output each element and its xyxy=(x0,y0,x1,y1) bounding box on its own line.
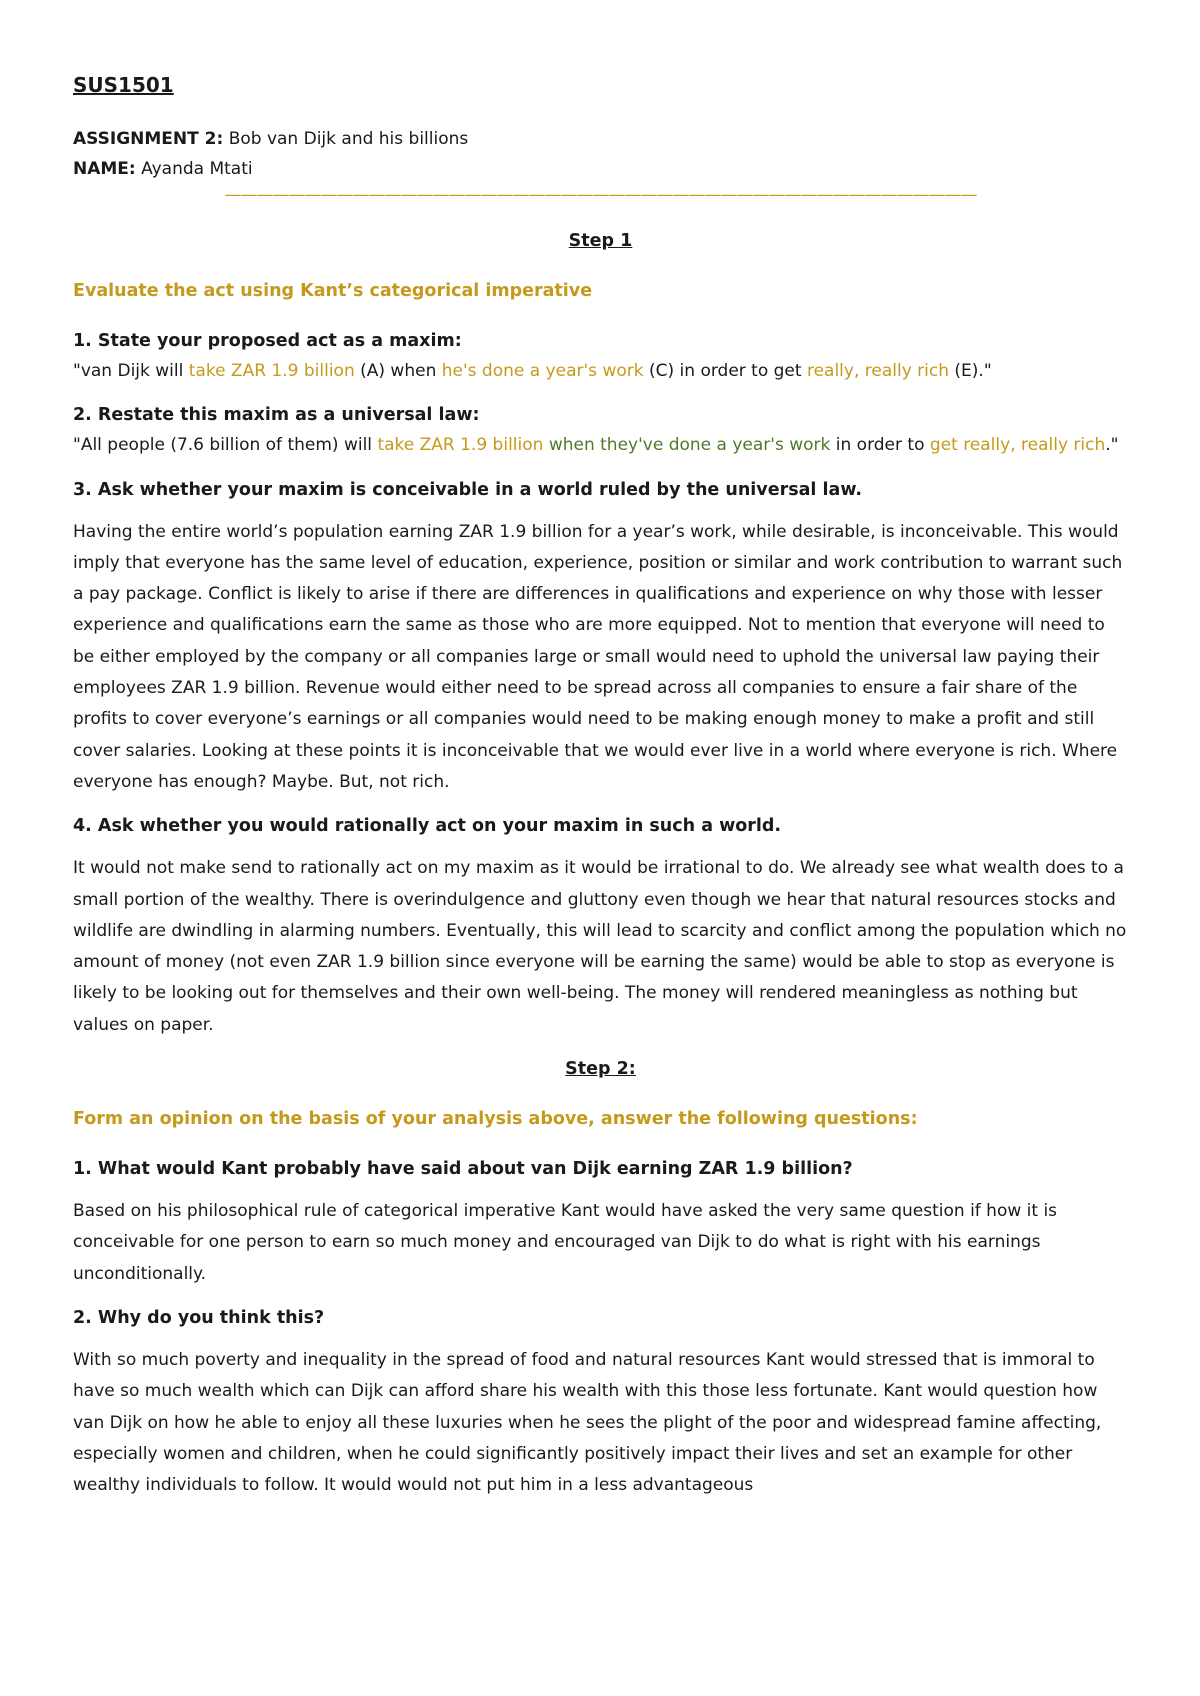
step-1-heading: Step 1 xyxy=(568,231,633,251)
step-2-title: Form an opinion on the basis of your analysis above, answer the following questions: xyxy=(73,1109,918,1130)
maxim-end: really, really rich xyxy=(806,361,950,381)
question-4-rational: 4. Ask whether you would rationally act on your maxim in such a world. xyxy=(73,816,782,837)
maxim-part: (A) when xyxy=(354,361,442,381)
law-condition: when they've done a year's work xyxy=(548,435,831,456)
law-part: "All people (7.6 billion of them) will xyxy=(73,435,378,456)
question-3-conceivable: 3. Ask whether your maxim is conceivable in a world ruled by the universal law. xyxy=(73,479,863,500)
law-end: get really, really rich xyxy=(929,435,1106,456)
step-2-answer-1: Based on his philosophical rule of categorical imperative Kant would have asked the very same question if how it is conceivable for one person to earn so much money and encouraged van Dijk to do what is right with his earnings unconditionally. xyxy=(73,1201,1058,1284)
step-2-heading: Step 2: xyxy=(565,1059,636,1080)
answer-4: It would not make send to rationally act on my maxim as it would be irrational to do. We already see what wealth does to a small portion of the wealthy. There is overindulgence and gluttony even though we hear that natural resources stocks and wildlife are dwindling in alarming numbers. Eventually, this will lead to scarcity and conflict among the population which no amount of money (not even ZAR 1.9 billion since everyone will be earning the same) would be able to stop as everyone is likely to be looking out for themselves and their own well-being. The money will rendered meaningless as nothing but values on paper. xyxy=(73,858,1127,1035)
question-2-universal-law: 2. Restate this maxim as a universal law: xyxy=(73,405,480,426)
universal-law-text xyxy=(73,430,1128,461)
maxim-part: "van Dijk will xyxy=(73,361,189,381)
course-code: SUS1501 xyxy=(73,73,174,97)
step-2-question-2: 2. Why do you think this? xyxy=(73,1307,325,1328)
maxim-part: (E)." xyxy=(949,361,992,381)
answer-3: Having the entire world’s population earning ZAR 1.9 billion for a year’s work, while desirable, is inconceivable. This would imply that everyone has the same level of education, experience, position or similar and work contribution to warrant such a pay package. Conflict is likely to arise if there are differences in qualifications and experience on why those with lesser experience and qualifications earn the same as those who are more equipped. Not to mention that everyone will need to be either employed by the company or all companies large or small would need to uphold the universal law paying their employees ZAR 1.9 billion. Revenue would either need to be spread across all companies to ensure a fair share of the profits to cover everyone’s earnings or all companies would need to be making enough money to make a profit and still cover salaries. Looking at these points it is inconceivable that we would ever live in a world where everyone is rich. Where everyone has enough? Maybe. But, not rich. xyxy=(73,521,1123,792)
maxim-act: take ZAR 1.9 billion xyxy=(188,361,355,381)
maxim-condition: he's done a year's work xyxy=(441,361,644,381)
divider-rule: ——————————————————————————————————————————————— xyxy=(224,185,977,205)
law-act: take ZAR 1.9 billion xyxy=(377,435,544,456)
step-1-title: Evaluate the act using Kant’s categorical imperative xyxy=(73,281,593,301)
name-value: Ayanda Mtati xyxy=(135,159,253,179)
assignment-line xyxy=(73,124,1128,154)
assignment-value: Bob van Dijk and his billions xyxy=(223,129,469,149)
law-part: in order to xyxy=(830,435,930,456)
name-line xyxy=(73,154,1128,184)
question-1-maxim: 1. State your proposed act as a maxim: xyxy=(73,331,462,351)
assignment-label: ASSIGNMENT 2: xyxy=(73,129,224,149)
step-2-answer-2: With so much poverty and inequality in the spread of food and natural resources Kant would stressed that is immoral to have so much wealth which can Dijk can afford share his wealth with this those less fortunate. Kant would question how van Dijk on how he able to enjoy all these luxuries when he sees the plight of the poor and widespread famine affecting, especially women and children, when he could significantly positively impact their lives and set an example for other wealthy individuals to follow. It would would not put him in a less advantageous xyxy=(73,1349,1102,1496)
maxim-part: (C) in order to get xyxy=(643,361,807,381)
step-2-question-1: 1. What would Kant probably have said about van Dijk earning ZAR 1.9 billion? xyxy=(73,1159,853,1180)
maxim-text xyxy=(73,356,1128,387)
name-label: NAME: xyxy=(73,159,136,179)
law-part: ." xyxy=(1105,435,1119,456)
